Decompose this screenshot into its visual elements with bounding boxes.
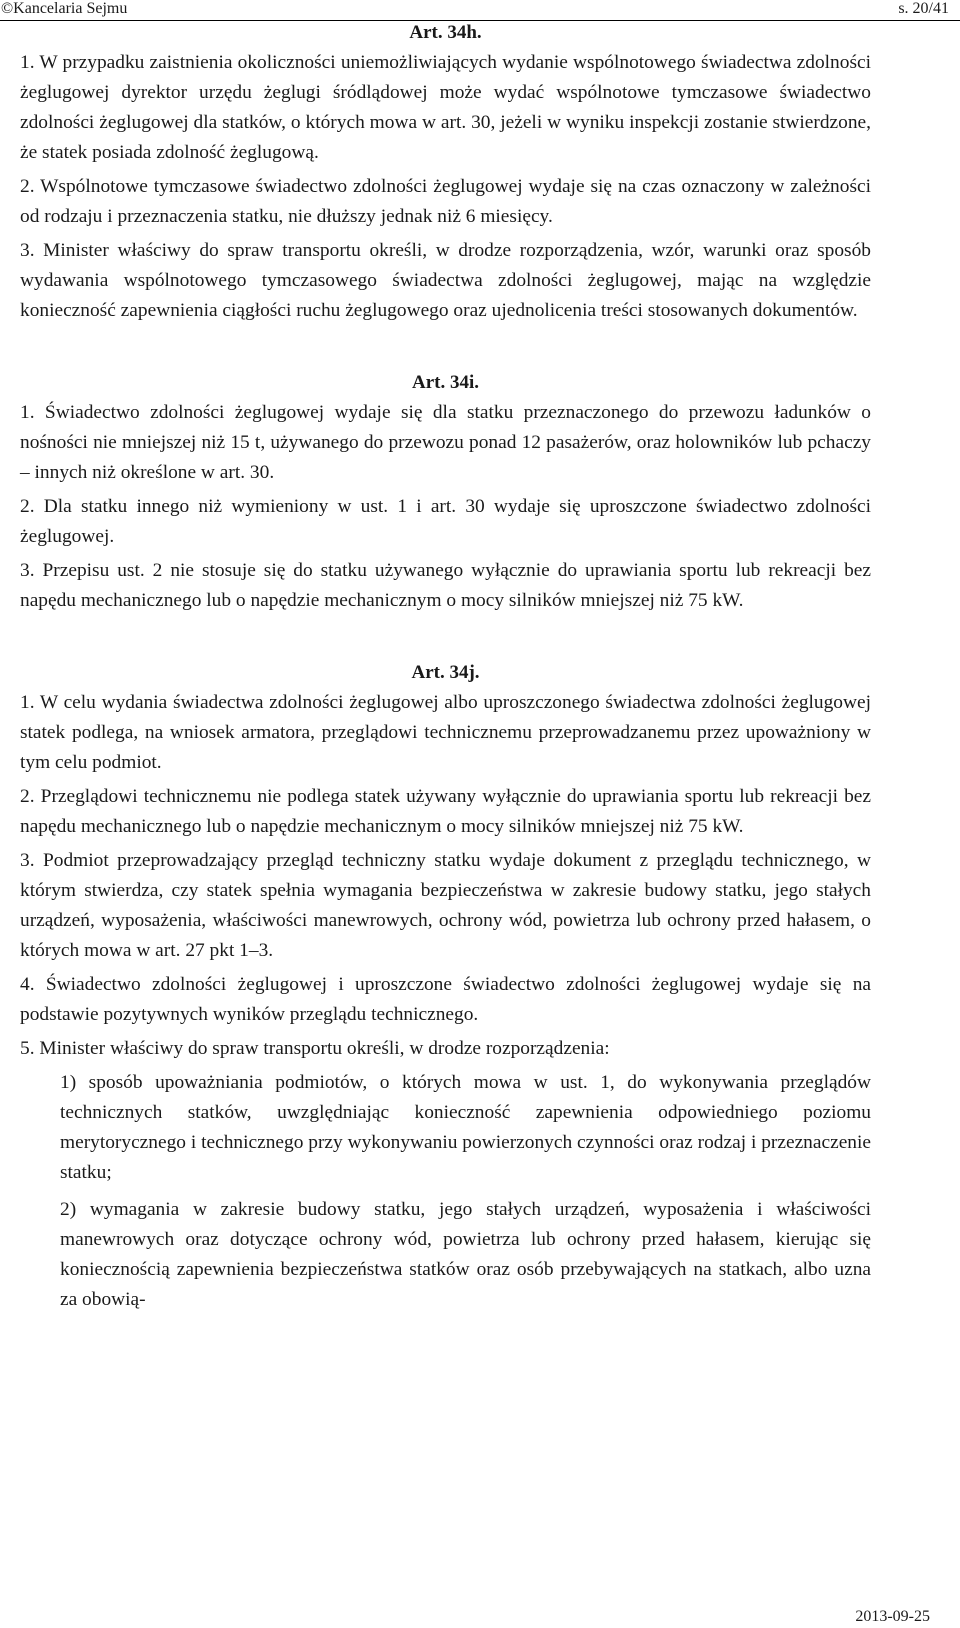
article-title: Art. 34i. bbox=[411, 372, 479, 393]
paragraph: 1. Świadectwo zdolności żeglugowej wydaje się dla statku przeznaczonego do przewozu ładunków o nośności nie mniejszej niż 15 t, używanego do przewozu ponad 12 pasażerów, oraz holowników lub pchaczy – innych niż określone w art. 30. bbox=[20, 402, 871, 483]
paragraph: 3. Przepisu ust. 2 nie stosuje się do statku używanego wyłącznie do uprawiania sportu lub rekreacji bez napędu mechanicznego lub o napędzie mechanicznym o mocy silników mniejszej niż 75 kW. bbox=[20, 560, 871, 611]
paragraph: 3. Minister właściwy do spraw transportu określi, w drodze rozporządzenia, wzór, warunki oraz sposób wydawania wspólnotowego tymczasowego świadectwa zdolności żeglugowej, mając na względzie konieczność zapewnienia ciągłości ruchu żeglugowego oraz ujednolicenia treści stosowanych dokumentów. bbox=[20, 240, 871, 321]
article-34h bbox=[20, 18, 871, 326]
article-title: Art. 34j. bbox=[411, 662, 480, 683]
document-date: 2013-09-25 bbox=[855, 1608, 930, 1625]
list-point: 2) wymagania w zakresie budowy statku, jego stałych urządzeń, wyposażenia i właściwości manewrowych oraz dotyczące ochrony wód, powietrza lub ochrony przed hałasem, kierując się koniecznością zapewnienia bezpieczeństwa statków oraz osób przebywających na statkach, albo uzna za obowią- bbox=[60, 1199, 871, 1310]
paragraph: 2. Wspólnotowe tymczasowe świadectwo zdolności żeglugowej wydaje się na czas oznaczony w zależności od rodzaju i przeznaczenia statku, nie dłuższy jednak niż 6 miesięcy. bbox=[20, 176, 871, 227]
document-body bbox=[20, 18, 871, 1322]
paragraph: 3. Podmiot przeprowadzający przegląd techniczny statku wydaje dokument z przeglądu technicznego, w którym stwierdza, czy statek spełnia wymagania bezpieczeństwa w zakresie budowy statku, jego stałych urządzeń, wyposażenia, właściwości manewrowych, ochrony wód, powietrza lub ochrony przed hałasem, o których mowa w art. 27 pkt 1–3. bbox=[20, 850, 871, 961]
paragraph: 1. W celu wydania świadectwa zdolności żeglugowej albo uproszczonego świadectwa zdolności żeglugowej statek podlega, na wniosek armatora, przeglądowi technicznemu przeprowadzanemu przez upoważniony w tym celu podmiot. bbox=[20, 692, 871, 773]
paragraph: 4. Świadectwo zdolności żeglugowej i uproszczone świadectwo zdolności żeglugowej wydaje się na podstawie pozytywnych wyników przeglądu technicznego. bbox=[20, 974, 871, 1025]
article-title: Art. 34h. bbox=[409, 22, 482, 43]
paragraph: 5. Minister właściwy do spraw transportu określi, w drodze rozporządzenia: bbox=[20, 1038, 610, 1059]
paragraph: 1. W przypadku zaistnienia okoliczności uniemożliwiających wydanie wspólnotowego świadectwa zdolności żeglugowej dyrektor urzędu żeglugi śródlądowej może wydać wspólnotowe tymczasowe świadectwo zdolności żeglugowej dla statków, o których mowa w art. 30, jeżeli w wyniku inspekcji zostanie stwierdzone, że statek posiada zdolność żeglugową. bbox=[20, 52, 871, 163]
paragraph: 2. Dla statku innego niż wymieniony w ust. 1 i art. 30 wydaje się uproszczone świadectwo zdolności żeglugowej. bbox=[20, 496, 871, 547]
article-34i bbox=[20, 368, 871, 616]
article-34j bbox=[20, 658, 871, 1315]
list-point: 1) sposób upoważniania podmiotów, o których mowa w ust. 1, do wykonywania przeglądów technicznych statków, uwzględniając konieczność zapewnienia odpowiedniego poziomu merytorycznego i technicznego przy wykonywaniu powierzonych czynności oraz rodzaj i przeznaczenie statku; bbox=[60, 1072, 871, 1183]
paragraph: 2. Przeglądowi technicznemu nie podlega statek używany wyłącznie do uprawiania sportu lub rekreacji bez napędu mechanicznego lub o napędzie mechanicznym o mocy silników mniejszej niż 75 kW. bbox=[20, 786, 871, 837]
page-number: s. 20/41 bbox=[898, 0, 949, 17]
publisher-label: ©Kancelaria Sejmu bbox=[1, 0, 128, 17]
